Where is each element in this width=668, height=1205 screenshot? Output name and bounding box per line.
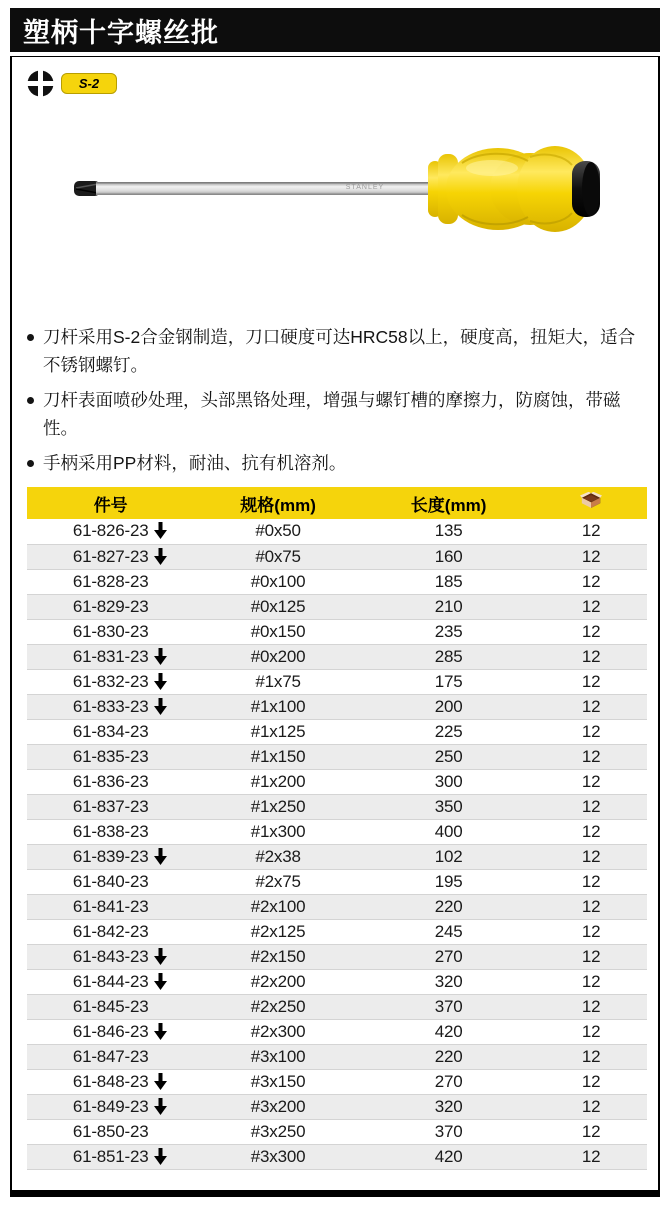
- part-number: 61-842-23: [72, 921, 149, 941]
- length-cell: 245: [362, 919, 536, 944]
- part-cell: [27, 644, 194, 669]
- feature-item: [26, 323, 644, 379]
- spec-cell: #1x75: [194, 669, 361, 694]
- table-row: [27, 1094, 647, 1119]
- qty-cell: 12: [535, 769, 647, 794]
- length-cell: 135: [362, 519, 536, 544]
- feature-text: 刀杆表面喷砂处理，头部黑铬处理，增强与螺钉槽的摩擦力，防腐蚀，带磁性。: [43, 390, 621, 438]
- qty-cell: 12: [535, 519, 647, 544]
- table-row: [27, 944, 647, 969]
- part-number: 61-832-23: [72, 671, 149, 691]
- part-cell: [27, 719, 194, 744]
- part-cell: [27, 694, 194, 719]
- new-item-arrow-icon: [154, 1023, 167, 1040]
- part-number: 61-843-23: [72, 946, 149, 966]
- length-cell: 195: [362, 869, 536, 894]
- part-number: 61-848-23: [72, 1071, 149, 1091]
- length-cell: 350: [362, 794, 536, 819]
- part-cell: [27, 894, 194, 919]
- part-cell: [27, 869, 194, 894]
- spec-cell: #1x250: [194, 794, 361, 819]
- part-cell: [27, 594, 194, 619]
- table-row: [27, 794, 647, 819]
- header-spec: 规格(mm): [194, 487, 361, 519]
- part-cell: [27, 769, 194, 794]
- table-row: [27, 894, 647, 919]
- qty-cell: 12: [535, 819, 647, 844]
- part-cell: [27, 794, 194, 819]
- table-row: [27, 569, 647, 594]
- length-cell: 320: [362, 969, 536, 994]
- spec-cell: #0x100: [194, 569, 361, 594]
- new-item-arrow-icon: [154, 673, 167, 690]
- spec-cell: #2x100: [194, 894, 361, 919]
- length-cell: 420: [362, 1144, 536, 1169]
- length-cell: 300: [362, 769, 536, 794]
- spec-cell: #1x150: [194, 744, 361, 769]
- table-row: [27, 519, 647, 544]
- length-cell: 270: [362, 944, 536, 969]
- phillips-cross-icon: [27, 70, 54, 97]
- length-cell: 370: [362, 994, 536, 1019]
- part-cell: [27, 944, 194, 969]
- feature-text: 手柄采用PP材料，耐油、抗有机溶剂。: [43, 453, 347, 473]
- qty-cell: 12: [535, 619, 647, 644]
- bullet-icon: [27, 460, 34, 467]
- part-number: 61-826-23: [72, 521, 149, 541]
- spec-cell: #3x100: [194, 1044, 361, 1069]
- part-number: 61-827-23: [72, 546, 149, 566]
- length-cell: 102: [362, 844, 536, 869]
- part-number: 61-844-23: [72, 971, 149, 991]
- new-item-arrow-icon: [154, 848, 167, 865]
- parts-table-body: [27, 519, 647, 1169]
- table-row: [27, 644, 647, 669]
- table-row: [27, 619, 647, 644]
- product-image-screwdriver: [60, 121, 612, 263]
- page-title-bar: [10, 8, 660, 52]
- part-cell: [27, 919, 194, 944]
- table-row: [27, 919, 647, 944]
- spec-cell: #1x100: [194, 694, 361, 719]
- part-number: 61-847-23: [72, 1046, 149, 1066]
- length-cell: 210: [362, 594, 536, 619]
- qty-cell: 12: [535, 569, 647, 594]
- spec-cell: #0x125: [194, 594, 361, 619]
- qty-cell: 12: [535, 844, 647, 869]
- table-row: [27, 1069, 647, 1094]
- part-cell: [27, 519, 194, 544]
- part-cell: [27, 569, 194, 594]
- feature-item: [26, 449, 644, 477]
- part-number: 61-836-23: [72, 771, 149, 791]
- part-number: 61-838-23: [72, 821, 149, 841]
- part-cell: [27, 969, 194, 994]
- part-number: 61-839-23: [72, 846, 149, 866]
- length-cell: 225: [362, 719, 536, 744]
- table-row: [27, 669, 647, 694]
- table-row: [27, 544, 647, 569]
- qty-cell: 12: [535, 719, 647, 744]
- spec-cell: #0x75: [194, 544, 361, 569]
- part-cell: [27, 1094, 194, 1119]
- spec-cell: #2x125: [194, 919, 361, 944]
- length-cell: 250: [362, 744, 536, 769]
- part-number: 61-845-23: [72, 996, 149, 1016]
- new-item-arrow-icon: [154, 973, 167, 990]
- part-number: 61-835-23: [72, 746, 149, 766]
- spec-cell: #3x150: [194, 1069, 361, 1094]
- part-number: 61-831-23: [72, 646, 149, 666]
- spec-cell: #2x300: [194, 1019, 361, 1044]
- driver-shaft: [96, 182, 431, 195]
- length-cell: 200: [362, 694, 536, 719]
- qty-cell: 12: [535, 594, 647, 619]
- length-cell: 285: [362, 644, 536, 669]
- steel-grade-badge: [61, 73, 117, 94]
- part-cell: [27, 819, 194, 844]
- part-number: 61-833-23: [72, 696, 149, 716]
- length-cell: 235: [362, 619, 536, 644]
- spec-cell: #0x50: [194, 519, 361, 544]
- table-row: [27, 844, 647, 869]
- part-number: 61-829-23: [72, 596, 149, 616]
- header-pack-qty: [535, 487, 647, 519]
- length-cell: 220: [362, 1044, 536, 1069]
- qty-cell: 12: [535, 1144, 647, 1169]
- spec-cell: #2x200: [194, 969, 361, 994]
- steel-grade-label: S-2: [78, 75, 100, 91]
- qty-cell: 12: [535, 794, 647, 819]
- spec-cell: #2x150: [194, 944, 361, 969]
- table-header-row: [27, 487, 647, 519]
- qty-cell: 12: [535, 1019, 647, 1044]
- length-cell: 420: [362, 1019, 536, 1044]
- table-row: [27, 994, 647, 1019]
- table-row: [27, 1019, 647, 1044]
- table-row: [27, 744, 647, 769]
- new-item-arrow-icon: [154, 948, 167, 965]
- feature-list: [26, 323, 644, 484]
- part-number: 61-841-23: [72, 896, 149, 916]
- spec-cell: #3x200: [194, 1094, 361, 1119]
- spec-cell: #1x300: [194, 819, 361, 844]
- spec-cell: #3x300: [194, 1144, 361, 1169]
- spec-cell: #2x250: [194, 994, 361, 1019]
- part-cell: [27, 1044, 194, 1069]
- header-length: 长度(mm): [362, 487, 536, 519]
- table-row: [27, 1044, 647, 1069]
- length-cell: 185: [362, 569, 536, 594]
- part-cell: [27, 1119, 194, 1144]
- spec-cell: #2x38: [194, 844, 361, 869]
- qty-cell: 12: [535, 1044, 647, 1069]
- part-number: 61-830-23: [72, 621, 149, 641]
- part-cell: [27, 994, 194, 1019]
- new-item-arrow-icon: [154, 548, 167, 565]
- parts-table: [27, 487, 647, 1170]
- part-number: 61-837-23: [72, 796, 149, 816]
- qty-cell: 12: [535, 869, 647, 894]
- part-cell: [27, 669, 194, 694]
- part-cell: [27, 544, 194, 569]
- table-row: [27, 694, 647, 719]
- table-row: [27, 1119, 647, 1144]
- spec-badges-row: [27, 69, 117, 97]
- spec-cell: #1x200: [194, 769, 361, 794]
- spec-cell: #1x125: [194, 719, 361, 744]
- part-cell: [27, 1144, 194, 1169]
- table-row: [27, 1144, 647, 1169]
- qty-cell: 12: [535, 644, 647, 669]
- new-item-arrow-icon: [154, 1098, 167, 1115]
- bullet-icon: [27, 334, 34, 341]
- new-item-arrow-icon: [154, 1073, 167, 1090]
- qty-cell: 12: [535, 744, 647, 769]
- spec-cell: #3x250: [194, 1119, 361, 1144]
- part-number: 61-849-23: [72, 1096, 149, 1116]
- part-number: 61-846-23: [72, 1021, 149, 1041]
- part-cell: [27, 619, 194, 644]
- part-number: 61-834-23: [72, 721, 149, 741]
- part-number: 61-851-23: [72, 1146, 149, 1166]
- length-cell: 320: [362, 1094, 536, 1119]
- qty-cell: 12: [535, 544, 647, 569]
- page-title: 塑柄十字螺丝批: [23, 17, 219, 48]
- spec-cell: #2x75: [194, 869, 361, 894]
- feature-item: [26, 386, 644, 442]
- part-cell: [27, 1069, 194, 1094]
- part-cell: [27, 844, 194, 869]
- table-row: [27, 769, 647, 794]
- qty-cell: 12: [535, 994, 647, 1019]
- qty-cell: 12: [535, 694, 647, 719]
- feature-text: 刀杆采用S-2合金钢制造，刀口硬度可达HRC58以上，硬度高，扭矩大，适合不锈钢螺钉。: [43, 327, 636, 375]
- qty-cell: 12: [535, 669, 647, 694]
- shaft-brand-text: STANLEY: [345, 184, 385, 191]
- qty-cell: 12: [535, 944, 647, 969]
- length-cell: 175: [362, 669, 536, 694]
- content-box: [10, 56, 660, 1197]
- length-cell: 220: [362, 894, 536, 919]
- table-row: [27, 594, 647, 619]
- qty-cell: 12: [535, 969, 647, 994]
- handle-end-cap: [572, 161, 600, 217]
- qty-cell: 12: [535, 1094, 647, 1119]
- part-number: 61-840-23: [72, 871, 149, 891]
- part-number: 61-828-23: [72, 571, 149, 591]
- carton-box-icon: [580, 492, 602, 514]
- table-row: [27, 969, 647, 994]
- qty-cell: 12: [535, 894, 647, 919]
- qty-cell: 12: [535, 1069, 647, 1094]
- length-cell: 370: [362, 1119, 536, 1144]
- new-item-arrow-icon: [154, 522, 167, 539]
- length-cell: 400: [362, 819, 536, 844]
- qty-cell: 12: [535, 919, 647, 944]
- table-row: [27, 719, 647, 744]
- part-cell: [27, 1019, 194, 1044]
- new-item-arrow-icon: [154, 648, 167, 665]
- length-cell: 270: [362, 1069, 536, 1094]
- spec-cell: #0x200: [194, 644, 361, 669]
- spec-cell: #0x150: [194, 619, 361, 644]
- table-row: [27, 819, 647, 844]
- header-part-number: 件号: [27, 487, 194, 519]
- part-cell: [27, 744, 194, 769]
- new-item-arrow-icon: [154, 698, 167, 715]
- table-row: [27, 869, 647, 894]
- qty-cell: 12: [535, 1119, 647, 1144]
- driver-handle: [428, 146, 593, 232]
- new-item-arrow-icon: [154, 1148, 167, 1165]
- part-number: 61-850-23: [72, 1121, 149, 1141]
- bullet-icon: [27, 397, 34, 404]
- length-cell: 160: [362, 544, 536, 569]
